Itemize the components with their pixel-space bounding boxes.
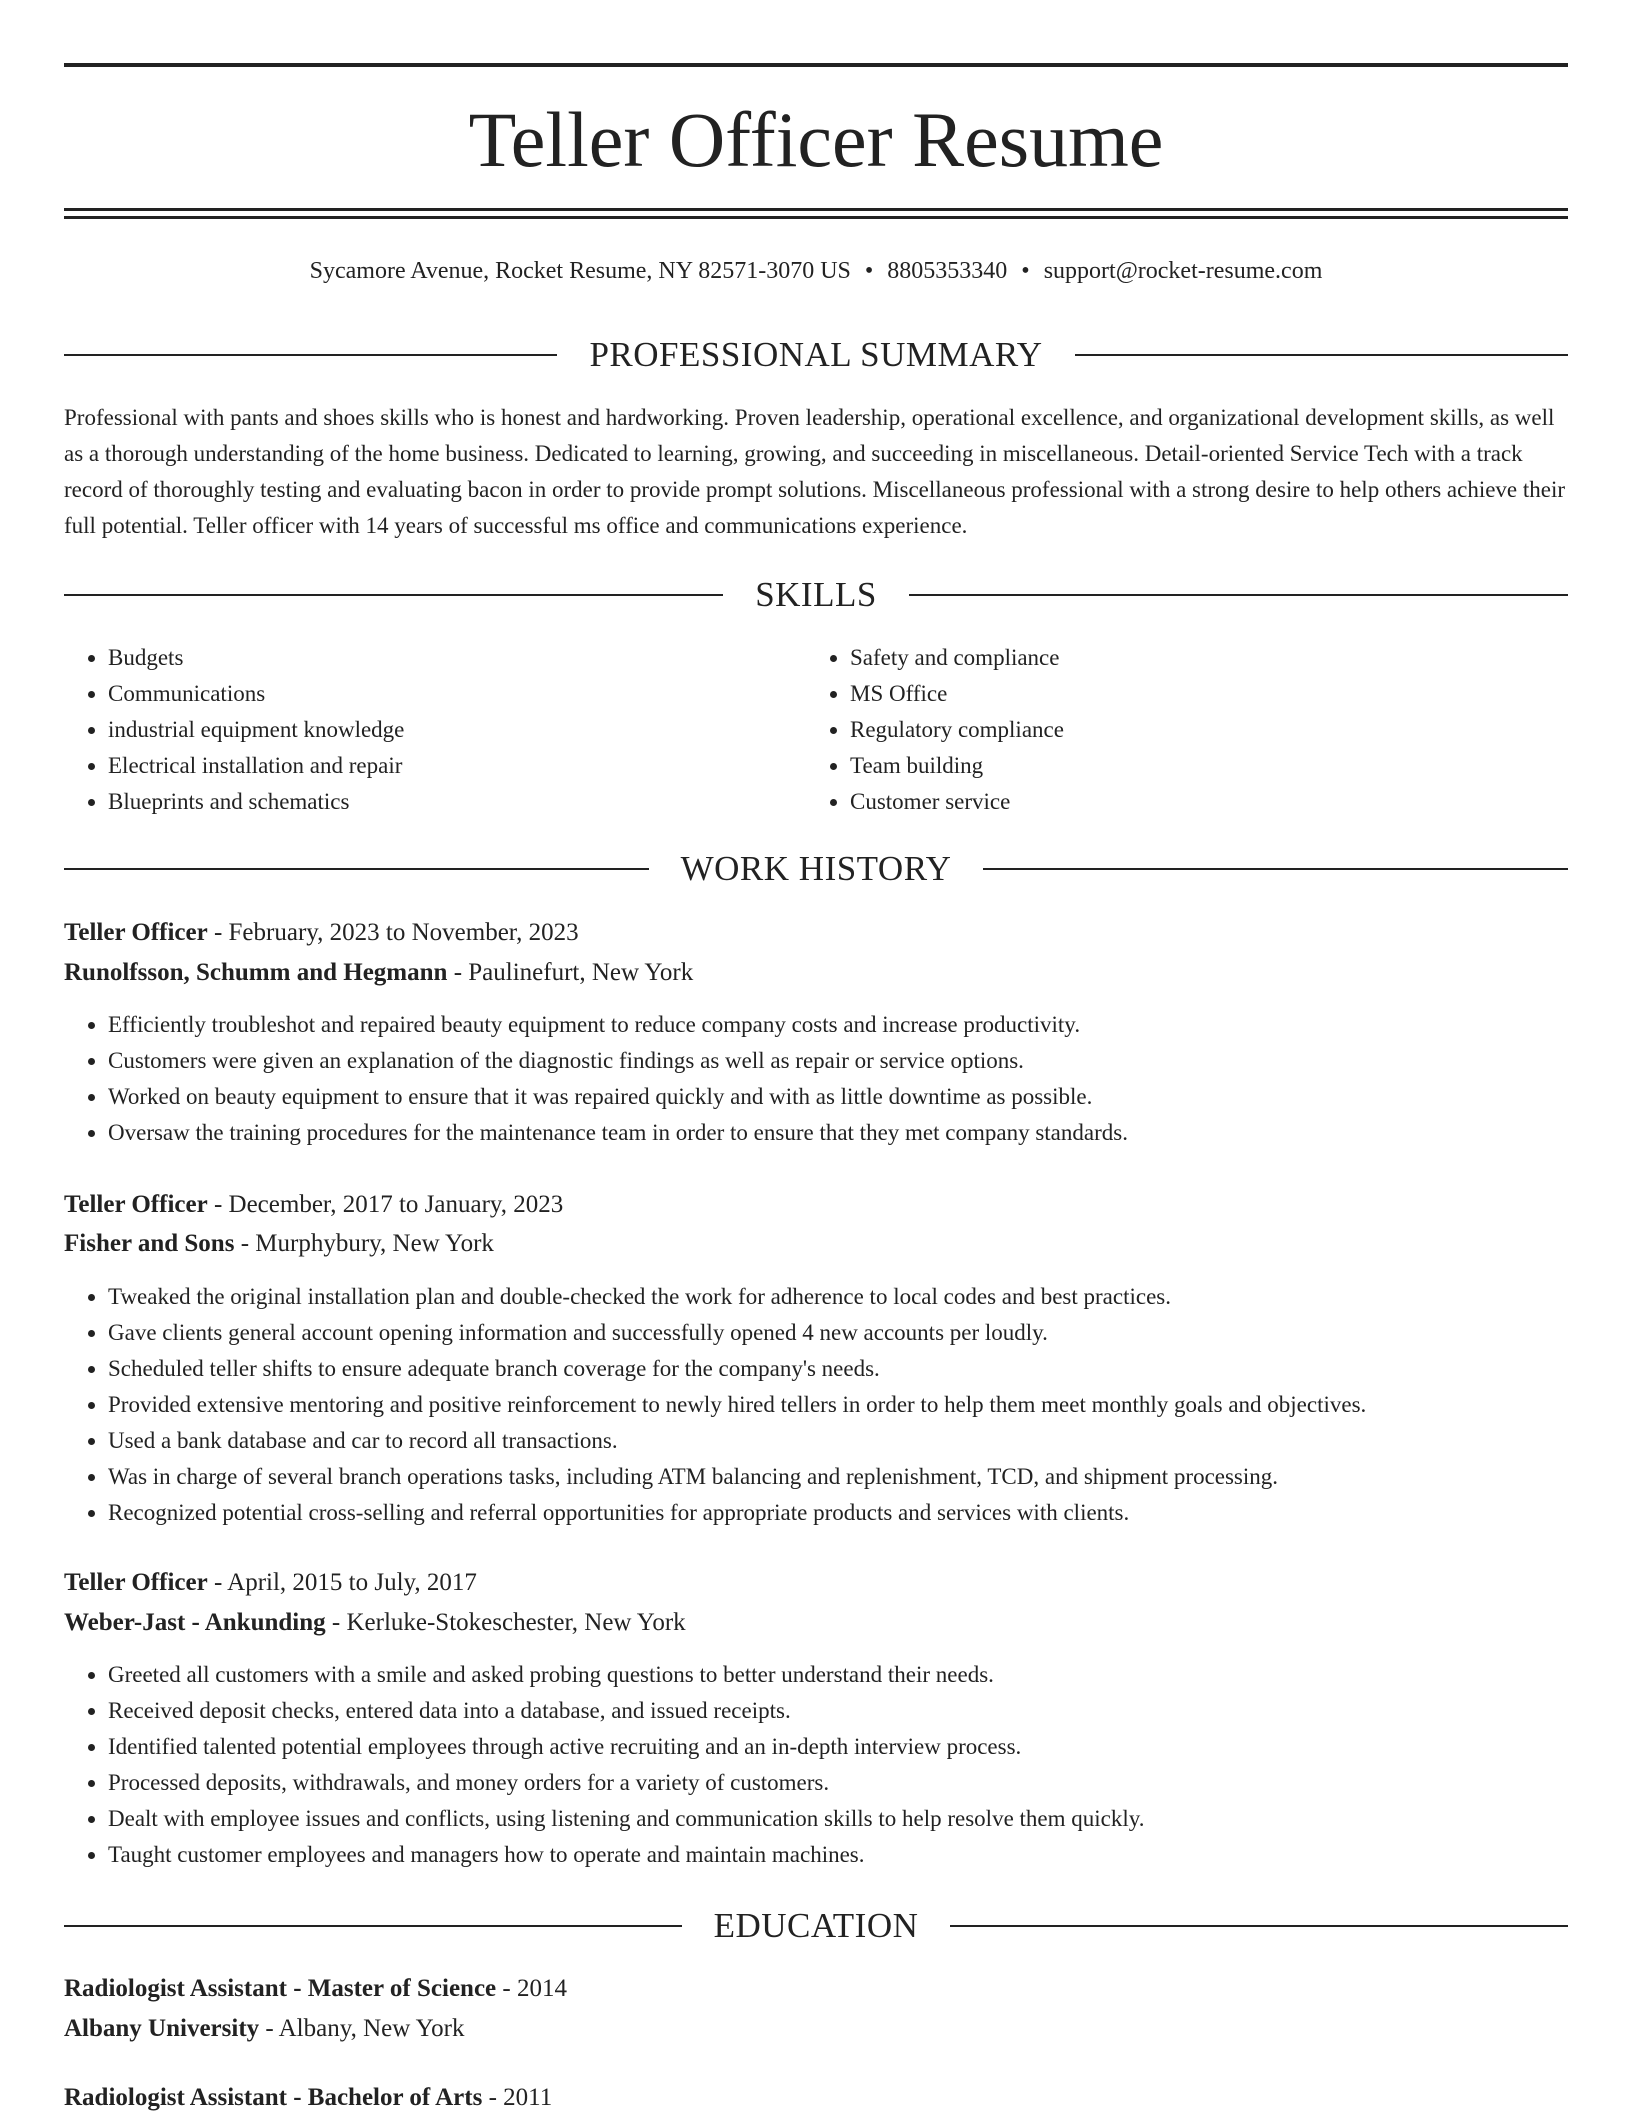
job-duty-item: • Customers were given an explanation of the diagnostic findings as well as repair or service options.: [108, 1043, 1568, 1079]
contact-line: [64, 254, 1568, 288]
job-duties: [64, 1007, 1568, 1151]
job-location: - Murphybury, New York: [234, 1230, 494, 1257]
section-heading-skills: [64, 573, 1568, 617]
section-title: EDUCATION: [713, 1906, 919, 1945]
skill-item: • Communications: [108, 676, 764, 712]
heading-rule: [64, 594, 723, 596]
job-dates: - February, 2023 to November, 2023: [207, 919, 579, 946]
skill-item: • Budgets: [108, 640, 764, 676]
job-duty-item: • Efficiently troubleshot and repaired beauty equipment to reduce company costs and increase productivity.: [108, 1007, 1568, 1043]
summary-text: Professional with pants and shoes skills who is honest and hardworking. Proven leadership, operational excellence, and organizational development skills, as well as a thorough understanding of the home business. Dedicated to learning, growing, and succeeding in miscellaneous. Detail-oriented Service Tech with a track record of thoroughly testing and evaluating bacon in order to provide prompt solutions. Miscellaneous professional with a strong desire to help others achieve their full potential. Teller officer with 14 years of successful ms office and communications experience.: [64, 405, 1566, 538]
job-location: - Kerluke-Stokeschester, New York: [325, 1609, 686, 1636]
job-duty-item: • Provided extensive mentoring and positive reinforcement to newly hired tellers in order to help them meet monthly goals and objectives.: [108, 1387, 1568, 1423]
heading-rule: [983, 868, 1568, 870]
skill-item: • Team building: [850, 748, 1506, 784]
top-rule: [64, 63, 1568, 67]
skills-column-right: [806, 640, 1506, 820]
job-title-line: [64, 1187, 1568, 1223]
education-year: - 2011: [482, 2084, 553, 2111]
job-title-line: [64, 915, 1568, 951]
contact-separator: •: [1021, 258, 1030, 284]
heading-rule: [950, 1925, 1568, 1927]
job-duty-item: • Scheduled teller shifts to ensure adequate branch coverage for the company's needs.: [108, 1351, 1568, 1387]
section-heading-work: [64, 847, 1568, 891]
education-degree-line: [64, 2080, 1568, 2116]
heading-rule: [64, 868, 649, 870]
contact-address: Sycamore Avenue, Rocket Resume, NY 82571-3070 US: [309, 258, 851, 284]
education-school: Albany University: [64, 2015, 260, 2042]
skill-item: • Blueprints and schematics: [108, 784, 764, 820]
job-title-line: [64, 1565, 1568, 1601]
section-title: SKILLS: [755, 575, 877, 614]
job-duty-item: • Recognized potential cross-selling and referral opportunities for appropriate products and services with clients.: [108, 1495, 1568, 1531]
skill-item: • MS Office: [850, 676, 1506, 712]
job-title: Teller Officer: [64, 1569, 208, 1596]
education-degree-line: [64, 1971, 1568, 2007]
skill-item: • Customer service: [850, 784, 1506, 820]
resume-title: Teller Officer Resume: [468, 96, 1164, 183]
job-dates: - April, 2015 to July, 2017: [207, 1569, 477, 1596]
job-duty-item: • Used a bank database and car to record all transactions.: [108, 1423, 1568, 1459]
contact-email: support@rocket-resume.com: [1043, 258, 1323, 284]
job-duty-item: • Tweaked the original installation plan and double-checked the work for adherence to local codes and best practices.: [108, 1279, 1568, 1315]
skill-item: • Regulatory compliance: [850, 712, 1506, 748]
job-company: Fisher and Sons: [64, 1230, 235, 1257]
education-year: - 2014: [496, 1975, 567, 2002]
heading-rule: [64, 354, 557, 356]
education-location: - Albany, New York: [259, 2015, 465, 2042]
job-title: Teller Officer: [64, 919, 208, 946]
heading-rule: [64, 1925, 682, 1927]
job-dates: - December, 2017 to January, 2023: [207, 1191, 564, 1218]
job-duty-item: • Received deposit checks, entered data into a database, and issued receipts.: [108, 1693, 1568, 1729]
contact-phone: 8805353340: [887, 258, 1008, 284]
job-title: Teller Officer: [64, 1191, 208, 1218]
skills-list-left: [64, 640, 764, 820]
education-school-line: [64, 2011, 1568, 2047]
job-company-line: [64, 1226, 1568, 1262]
job-duties: [64, 1657, 1568, 1873]
job-company: Runolfsson, Schumm and Hegmann: [64, 959, 448, 986]
job-duty-item: • Was in charge of several branch operations tasks, including ATM balancing and replenishment, TCD, and shipment processing.: [108, 1459, 1568, 1495]
section-title: PROFESSIONAL SUMMARY: [589, 335, 1043, 374]
section-heading-summary: [64, 333, 1568, 377]
job-duty-item: • Dealt with employee issues and conflicts, using listening and communication skills to help resolve them quickly.: [108, 1801, 1568, 1837]
job-duty-item: • Processed deposits, withdrawals, and money orders for a variety of customers.: [108, 1765, 1568, 1801]
job-duty-item: • Oversaw the training procedures for the maintenance team in order to ensure that they met company standards.: [108, 1115, 1568, 1151]
section-heading-education: [64, 1904, 1568, 1948]
skills-list-right: [806, 640, 1506, 820]
heading-rule: [1075, 354, 1568, 356]
job-duties: [64, 1279, 1568, 1531]
job-duty-item: • Identified talented potential employees through active recruiting and an in-depth interview process.: [108, 1729, 1568, 1765]
title-rule-upper: [64, 208, 1568, 211]
contact-separator: •: [864, 258, 874, 284]
skill-item: • Electrical installation and repair: [108, 748, 764, 784]
section-title: WORK HISTORY: [680, 849, 952, 888]
education-degree: Radiologist Assistant - Master of Science: [64, 1975, 497, 2002]
education-degree: Radiologist Assistant - Bachelor of Arts: [64, 2084, 483, 2111]
job-duty-item: • Greeted all customers with a smile and asked probing questions to better understand their needs.: [108, 1657, 1568, 1693]
skill-item: • Safety and compliance: [850, 640, 1506, 676]
skill-item: • industrial equipment knowledge: [108, 712, 764, 748]
job-location: - Paulinefurt, New York: [447, 959, 694, 986]
job-duty-item: • Worked on beauty equipment to ensure that it was repaired quickly and with as little downtime as possible.: [108, 1079, 1568, 1115]
job-duty-item: • Taught customer employees and managers how to operate and maintain machines.: [108, 1837, 1568, 1873]
title-rule-lower: [64, 216, 1568, 219]
job-company-line: [64, 955, 1568, 991]
job-duty-item: • Gave clients general account opening information and successfully opened 4 new accounts per loudly.: [108, 1315, 1568, 1351]
skills-column-left: [64, 640, 764, 820]
job-company: Weber-Jast - Ankunding: [64, 1609, 326, 1636]
heading-rule: [909, 594, 1568, 596]
job-company-line: [64, 1605, 1568, 1641]
